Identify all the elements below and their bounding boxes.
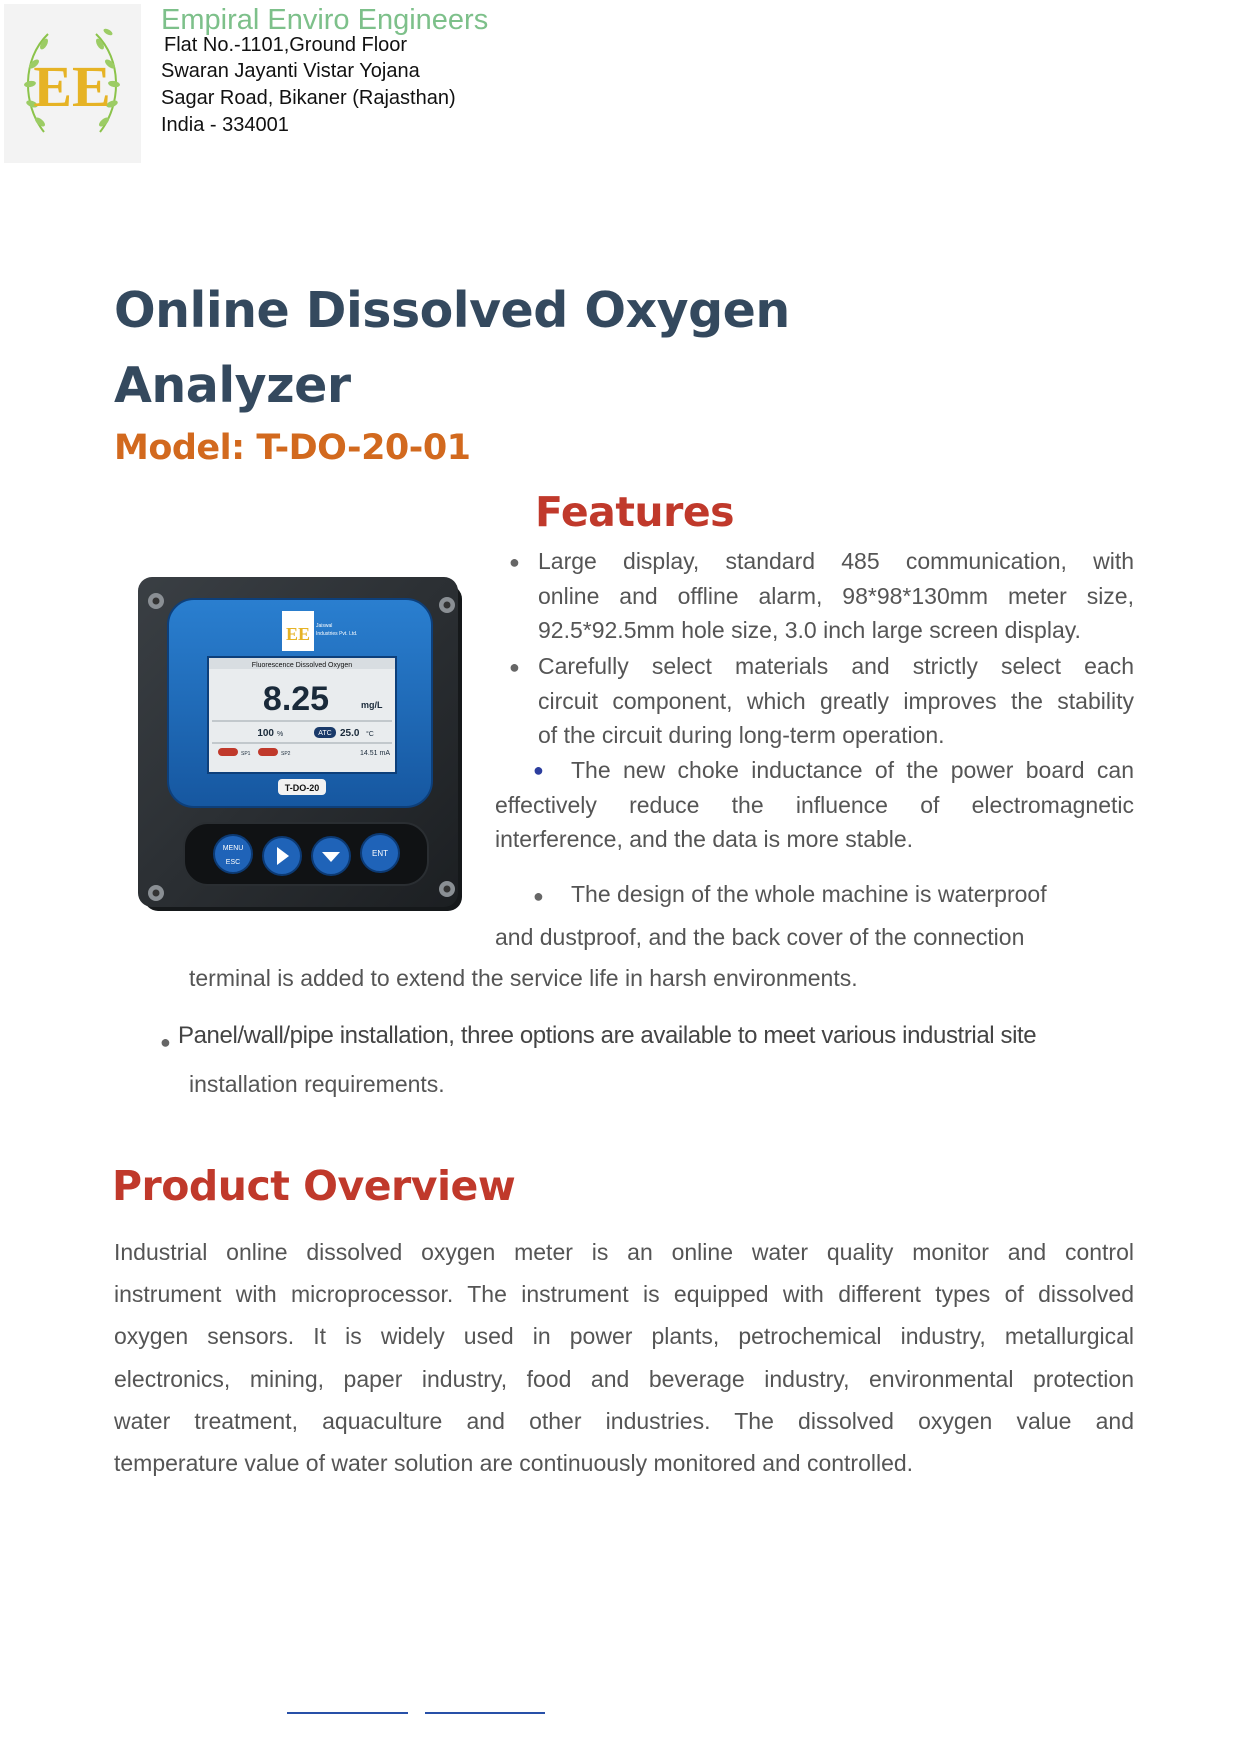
feature-item-5-line-1: Panel/wall/pipe installation, three options are available to meet various industrial site xyxy=(178,1022,1037,1049)
bullet-icon: ● xyxy=(509,657,520,677)
address-line-1: Flat No.-1101,Ground Floor xyxy=(164,34,408,56)
feature-item-4-line-3: terminal is added to extend the service life in harsh environments. xyxy=(189,965,858,991)
product-model: Model: T-DO-20-01 xyxy=(114,428,471,468)
bullet-icon: ● xyxy=(160,1032,171,1052)
svg-text:Jaiswal: Jaiswal xyxy=(316,623,333,629)
svg-text:EE: EE xyxy=(285,624,311,644)
svg-text:%: % xyxy=(277,731,284,738)
feature-item-3: The new choke inductance of the power board can effectively reduce the influence of electromagnetic interference, and the data is more stable. xyxy=(495,757,1134,852)
footer-divider-left xyxy=(287,1712,408,1714)
svg-text:mg/L: mg/L xyxy=(361,700,383,710)
feature-item-1: Large display, standard 485 communication, with online and offline alarm, 98*98*130mm meter size, 92.5*92.5mm hole size, 3.0 inch large screen display. xyxy=(538,548,1134,643)
svg-text:14.51 mA: 14.51 mA xyxy=(360,750,390,757)
address-line-4: India - 334001 xyxy=(161,114,289,136)
leaf-wreath-logo-icon xyxy=(4,4,141,163)
product-title-line-2: Analyzer xyxy=(114,357,351,414)
menu-esc-button[interactable] xyxy=(214,835,252,873)
svg-text:SP1: SP1 xyxy=(241,751,251,757)
svg-text:ENT: ENT xyxy=(372,849,388,858)
ent-button[interactable] xyxy=(361,834,399,872)
svg-text:Fluorescence Dissolved Oxygen: Fluorescence Dissolved Oxygen xyxy=(251,662,353,669)
footer-divider-right xyxy=(425,1712,545,1714)
svg-text:MENU: MENU xyxy=(222,845,244,852)
product-title-line-1: Online Dissolved Oxygen xyxy=(114,282,790,339)
logo-letters: EE xyxy=(33,54,111,119)
feature-item-5-line-2: installation requirements. xyxy=(189,1071,445,1097)
svg-text:SP2: SP2 xyxy=(281,751,291,757)
company-logo xyxy=(4,4,141,163)
svg-text:ESC: ESC xyxy=(225,859,241,866)
svg-text:°C: °C xyxy=(366,731,374,738)
analyzer-device-image xyxy=(134,575,470,915)
features-heading: Features xyxy=(535,488,735,536)
overview-paragraph: Industrial online dissolved oxygen meter is an online water quality monitor and control instrument with microprocessor. The instrument is equipped with different types of dissolved oxygen sensors. It is widely used in power plants, petrochemical industry, metallurgical electronics, mining, paper industry, food and beverage industry, environmental protection water treatment, aquaculture and other industries. The dissolved oxygen value and temperature value of water solution are continuously monitored and controlled. xyxy=(114,1239,1134,1477)
svg-text:ATC: ATC xyxy=(318,730,332,737)
svg-text:Industries Pvt. Ltd.: Industries Pvt. Ltd. xyxy=(316,631,358,637)
svg-text:8.25: 8.25 xyxy=(262,680,330,718)
overview-heading: Product Overview xyxy=(112,1162,516,1210)
bullet-icon: ● xyxy=(533,760,544,780)
down-arrow-button[interactable] xyxy=(312,837,350,875)
address-line-2: Swaran Jayanti Vistar Yojana xyxy=(161,60,420,82)
address-line-3: Sagar Road, Bikaner (Rajasthan) xyxy=(161,87,456,109)
company-name: Empiral Enviro Engineers xyxy=(161,4,489,36)
bullet-icon: ● xyxy=(509,552,520,572)
feature-item-2: Carefully select materials and strictly select each circuit component, which greatly improves the stability of the circuit during long-term operation. xyxy=(538,653,1134,748)
feature-item-4-line-2: and dustproof, and the back cover of the connection xyxy=(495,924,1025,950)
feature-item-4-line-1: The design of the whole machine is waterproof xyxy=(571,881,1047,907)
svg-text:25.0: 25.0 xyxy=(340,728,360,739)
bullet-icon: ● xyxy=(533,886,544,906)
svg-text:T-DO-20: T-DO-20 xyxy=(284,783,320,793)
svg-text:100: 100 xyxy=(257,728,274,739)
right-arrow-button[interactable] xyxy=(263,837,301,875)
